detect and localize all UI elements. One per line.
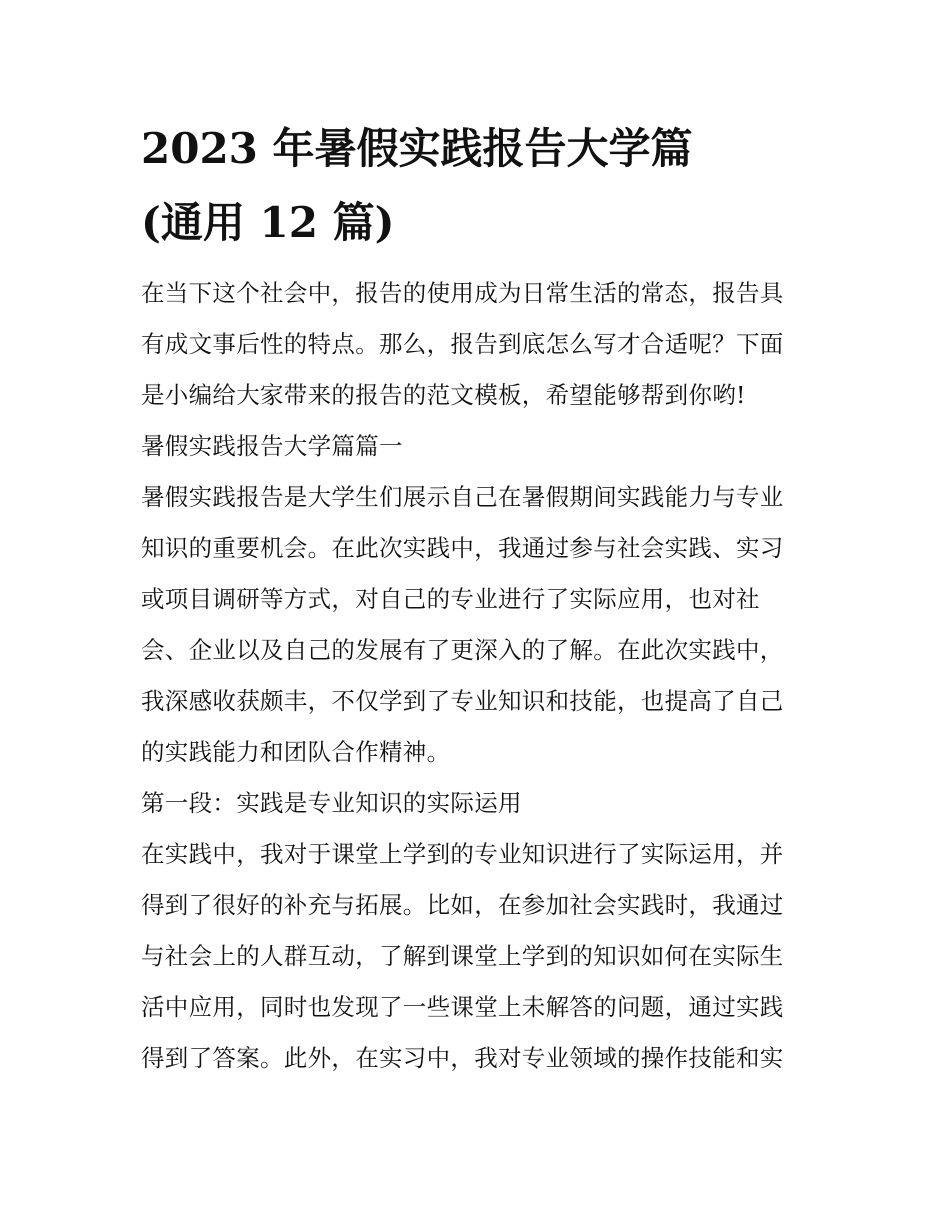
- paragraph-line: 与社会上的人群互动，了解到课堂上学到的知识如何在实际生: [141, 942, 784, 970]
- intro-line: 有成文事后性的特点。那么，报告到底怎么写才合适呢？下面: [141, 330, 784, 358]
- section-heading: 暑假实践报告大学篇篇一: [141, 432, 403, 460]
- paragraph-line: 知识的重要机会。在此次实践中，我通过参与社会实践、实习: [141, 534, 784, 562]
- subsection-heading: 第一段：实践是专业知识的实际运用: [141, 789, 522, 817]
- intro-line: 在当下这个社会中，报告的使用成为日常生活的常态，报告具: [141, 279, 784, 307]
- title-line-1: 2023 年暑假实践报告大学篇: [141, 124, 693, 173]
- paragraph-line: 暑假实践报告是大学生们展示自己在暑假期间实践能力与专业: [141, 483, 784, 511]
- title-line-2: (通用 12 篇): [141, 198, 395, 247]
- document-title: [141, 112, 813, 260]
- paragraph-line: 在实践中，我对于课堂上学到的专业知识进行了实际运用，并: [141, 840, 784, 868]
- document-body: [141, 268, 813, 1084]
- paragraph-line: 活中应用，同时也发现了一些课堂上未解答的问题，通过实践: [141, 993, 784, 1021]
- paragraph-line: 或项目调研等方式，对自己的专业进行了实际应用，也对社: [141, 585, 760, 613]
- paragraph-line: 会、企业以及自己的发展有了更深入的了解。在此次实践中，: [141, 636, 784, 664]
- paragraph-line: 得到了很好的补充与拓展。比如，在参加社会实践时，我通过: [141, 891, 784, 919]
- paragraph-line: 我深感收获颇丰，不仅学到了专业知识和技能，也提高了自己: [141, 687, 784, 715]
- document-page: [141, 112, 813, 1084]
- intro-line: 是小编给大家带来的报告的范文模板，希望能够帮到你哟!: [141, 381, 746, 409]
- paragraph-line: 的实践能力和团队合作精神。: [141, 738, 451, 766]
- paragraph-line: 得到了答案。此外，在实习中，我对专业领域的操作技能和实: [141, 1044, 784, 1072]
